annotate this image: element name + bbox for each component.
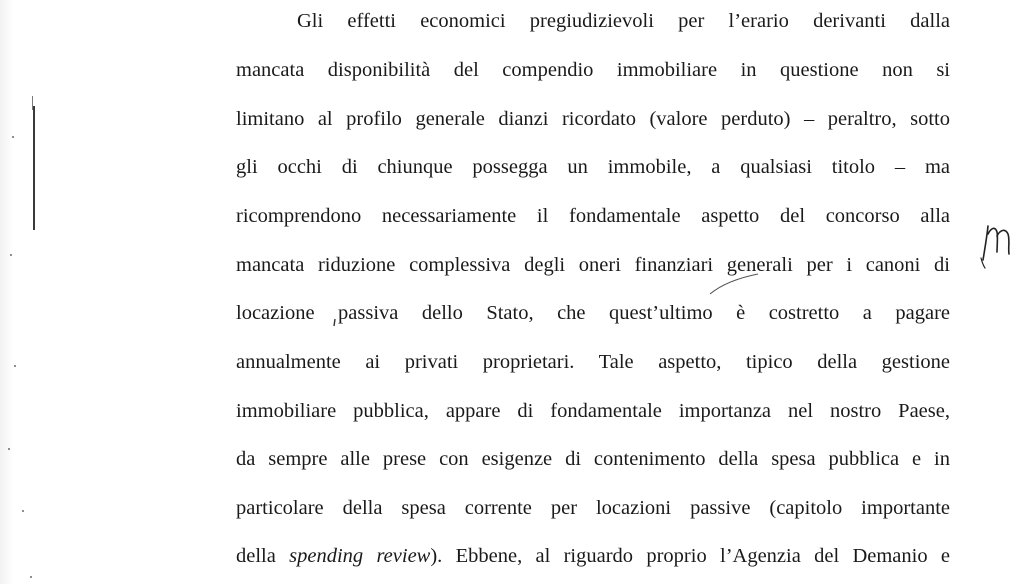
left-margin-binding-line xyxy=(33,106,35,230)
text-line-9: immobiliare pubblica, appare di fondamentale importanza nel nostro Paese, xyxy=(236,400,950,422)
text-line-4: gli occhi di chiunque possegga un immobile, a qualsiasi titolo – ma xyxy=(236,156,950,178)
text-line-2: mancata disponibilità del compendio immobiliare in questione non si xyxy=(236,59,950,81)
scan-edge-shadow xyxy=(0,0,14,584)
text-line-8: annualmente ai privati proprietari. Tale aspetto, tipico della gestione xyxy=(236,351,950,373)
text-line-3: limitano al profilo generale dianzi ricordato (valore perduto) – peraltro, sotto xyxy=(236,108,950,130)
margin-dot xyxy=(10,254,12,256)
text-line-6: mancata riduzione complessiva degli oneri finanziari generali per i canoni di xyxy=(236,254,950,276)
text-line-7: locazione passiva dello Stato, che quest’ultimo è costretto a pagare xyxy=(236,302,950,324)
text-line-12-end: ). Ebbene, al riguardo proprio l’Agenzia del Demanio e xyxy=(430,545,951,567)
text-line-5: ricomprendono necessariamente il fondamentale aspetto del concorso alla xyxy=(236,205,950,227)
margin-dot xyxy=(30,576,32,578)
italic-term: spending review xyxy=(289,545,431,567)
text-line-1: Gli effetti economici pregiudizievoli per l’erario derivanti dalla xyxy=(297,10,950,32)
margin-dot xyxy=(12,136,14,138)
pen-stroke-mark xyxy=(700,268,770,298)
stray-pen-mark xyxy=(331,318,339,328)
margin-dot xyxy=(22,510,24,512)
text-line-12-start: della xyxy=(236,545,290,567)
margin-dot xyxy=(14,365,16,367)
handwritten-margin-note xyxy=(975,212,1015,272)
text-line-11: particolare della spesa corrente per locazioni passive (capitolo importante xyxy=(236,497,950,519)
text-line-10: da sempre alle prese con esigenze di contenimento della spesa pubblica e in xyxy=(236,448,950,470)
left-margin-binding-line-upper xyxy=(32,96,33,110)
text-line-12 xyxy=(236,541,950,571)
margin-dot xyxy=(8,448,10,450)
